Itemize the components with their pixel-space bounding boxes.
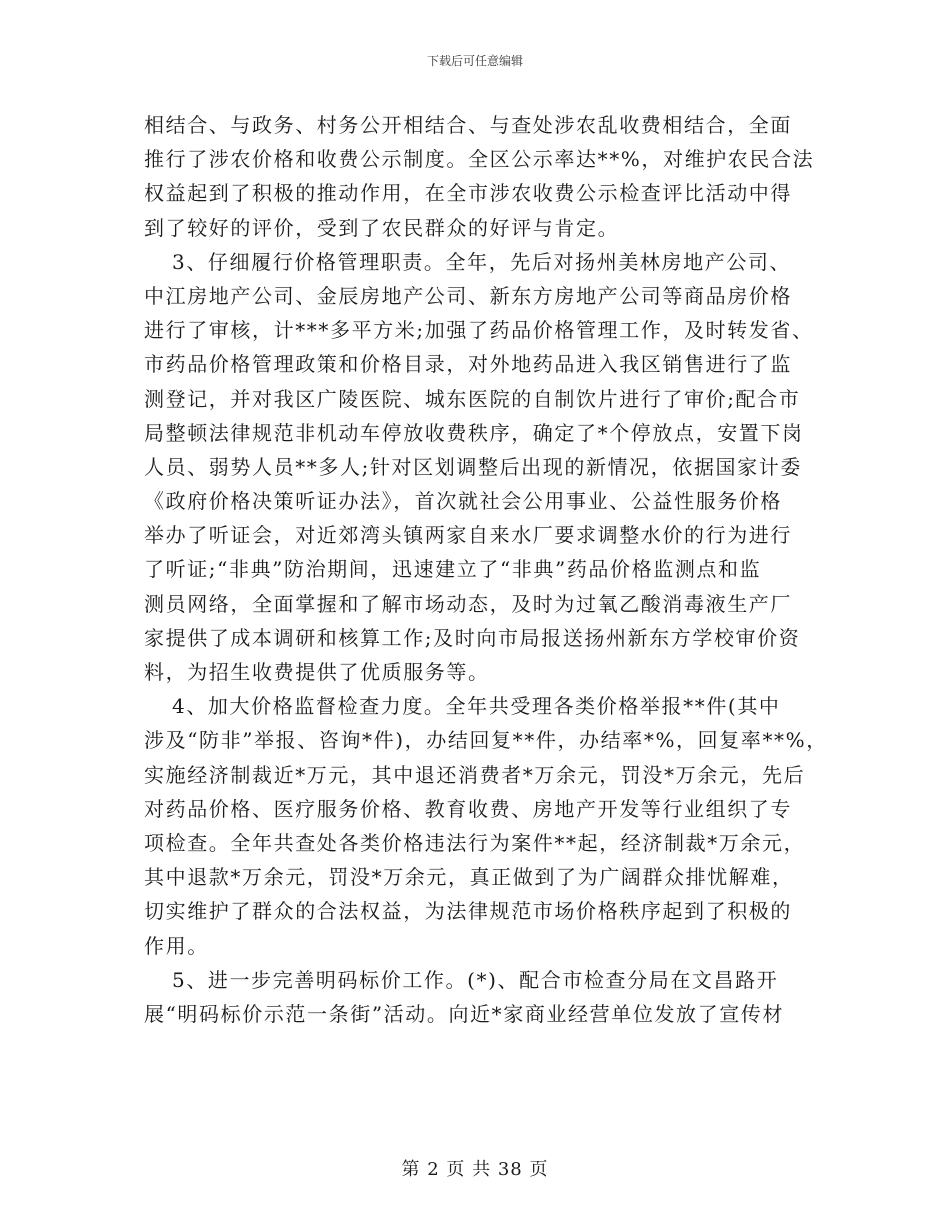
text-line-3: 权益起到了积极的推动作用，在全市涉农收费公示检查评比活动中得 (144, 181, 792, 206)
text-line-11: 人员、弱势人员**多人;针对区划调整后出现的新情况，依据国家计委 (144, 454, 802, 479)
text-line-2: 推行了涉农价格和收费公示制度。全区公示率达**%，对维护农民合法 (144, 147, 815, 172)
text-line-9: 测登记，并对我区广陵医院、城东医院的自制饮片进行了审价;配合市 (144, 386, 801, 411)
paragraph-4-start: 4、加大价格监督检查力度。全年共受理各类价格举报**件(其中 (172, 694, 781, 719)
text-line-10: 局整顿法律规范非机动车停放收费秩序，确定了*个停放点，安置下岗 (144, 420, 804, 445)
text-line-15: 测员网络，全面掌握和了解市场动态，及时为过氧乙酸消毒液生产厂 (144, 591, 792, 616)
paragraph-3-start: 3、仔细履行价格管理职责。全年，先后对扬州美林房地产公司、 (172, 249, 792, 274)
text-line-14: 了听证;“非典”防治期间，迅速建立了“非典”药品价格监测点和监 (144, 557, 762, 582)
text-line-6: 中江房地产公司、金辰房地产公司、新东方房地产公司等商品房价格 (144, 283, 792, 308)
document-body (144, 108, 828, 1031)
text-line-20: 实施经济制裁近*万元，其中退还消费者*万余元，罚没*万余元，先后 (144, 762, 806, 787)
text-line-25: 作用。 (144, 933, 209, 958)
text-line-1: 相结合、与政务、村务公开相结合、与查处涉农乱收费相结合，全面 (144, 113, 792, 137)
text-line-24: 切实维护了群众的合法权益，为法律规范市场价格秩序起到了积极的 (144, 899, 792, 924)
page-header: 下载后可任意编辑 (426, 54, 523, 68)
text-line-17: 料，为招生收费提供了优质服务等。 (144, 660, 490, 684)
text-line-21: 对药品价格、医疗服务价格、教育收费、房地产开发等行业组织了专 (144, 796, 792, 821)
text-line-27: 展“明码标价示范一条街”活动。向近*家商业经营单位发放了宣传材 (144, 1001, 785, 1026)
paragraph-5-start: 5、进一步完善明码标价工作。(*)、配合市检查分局在文昌路开 (172, 967, 779, 992)
page-number-footer: 第 2 页 共 38 页 (401, 1159, 549, 1180)
text-line-23: 其中退款*万余元，罚没*万余元，真正做到了为广阔群众排忧解难， (144, 865, 794, 890)
text-line-13: 举办了听证会，对近郊湾头镇两家自来水厂要求调整水价的行为进行 (144, 523, 792, 548)
text-line-7: 进行了审核，计***多平方米;加强了药品价格管理工作，及时转发省、 (144, 318, 814, 343)
text-line-19: 涉及“防非”举报、咨询*件)，办结回复**件，办结率*%，回复率**%， (144, 728, 828, 753)
text-line-4: 到了较好的评价，受到了农民群众的好评与肯定。 (144, 215, 620, 240)
text-line-8: 市药品价格管理政策和价格目录，对外地药品进入我区销售进行了监 (144, 352, 792, 377)
text-line-12: 《政府价格决策听证办法》，首次就社会公用事业、公益性服务价格 (144, 489, 782, 514)
text-line-16: 家提供了成本调研和核算工作;及时向市局报送扬州新东方学校审价资 (144, 625, 801, 650)
text-line-22: 项检查。全年共查处各类价格违法行为案件**起，经济制裁*万余元， (144, 830, 806, 855)
